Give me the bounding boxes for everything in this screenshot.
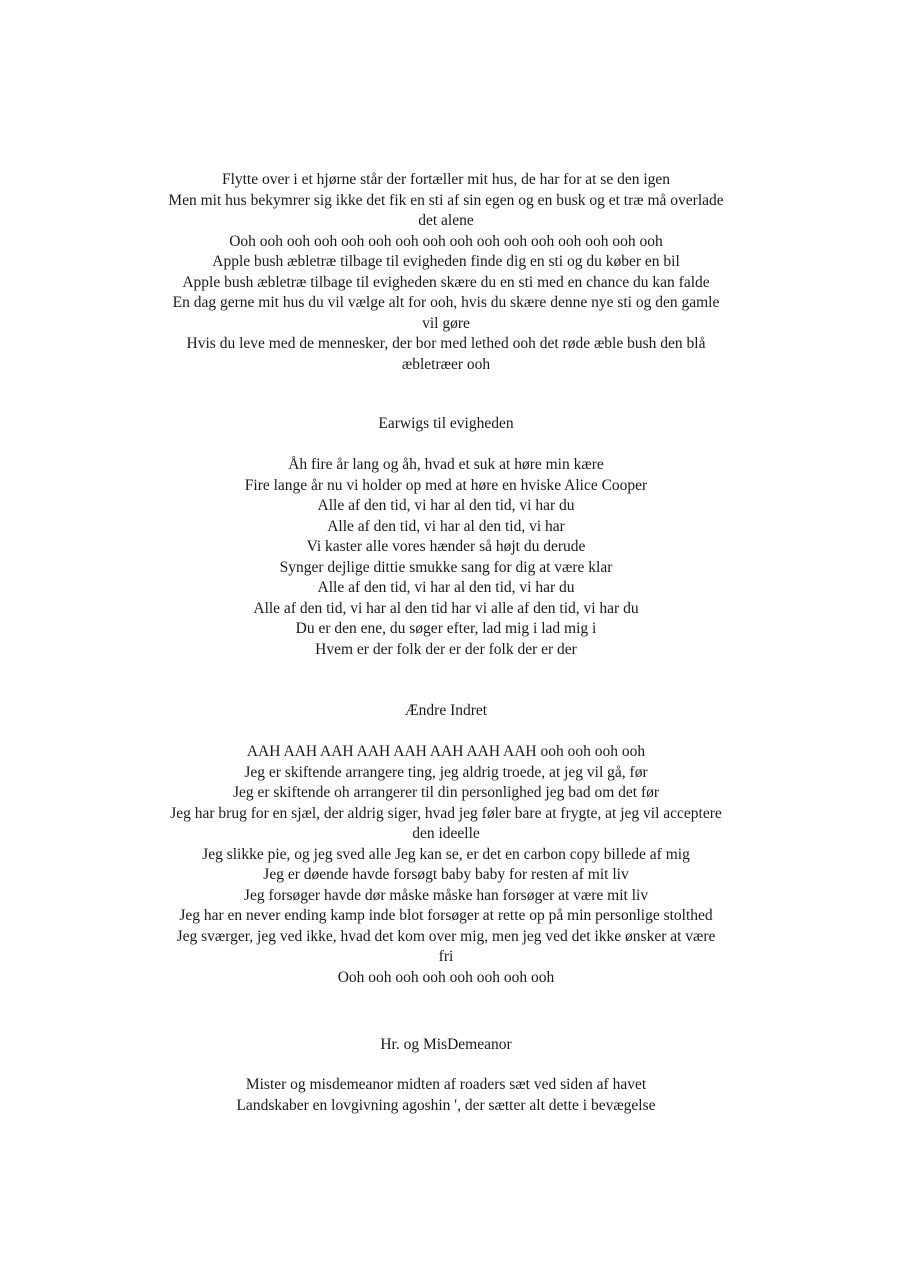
verse-line: Flytte over i et hjørne står der fortæller mit hus, de har for at se den igen xyxy=(221,171,671,188)
verse-line: vil gøre xyxy=(422,314,470,332)
verse-line: fri xyxy=(438,948,454,965)
verse-line: Vi kaster alle vores hænder så højt du derude xyxy=(306,538,586,555)
verse-line: Men mit hus bekymrer sig ikke det fik en sti af sin egen og en busk og et træ må overlade xyxy=(168,191,724,209)
verse-line: Alle af den tid, vi har al den tid, vi har du xyxy=(317,497,575,514)
verse-line: Ooh ooh ooh ooh ooh ooh ooh ooh ooh ooh ooh ooh ooh ooh ooh ooh xyxy=(229,232,663,250)
verse-line: Jeg sværger, jeg ved ikke, hvad det kom over mig, men jeg ved det ikke ønsker at være xyxy=(176,927,716,945)
verse-line: Jeg forsøger havde dør måske måske han forsøger at være mit liv xyxy=(243,886,649,904)
verse-line: Ooh ooh ooh ooh ooh ooh ooh ooh xyxy=(337,968,555,986)
mr-misdemeanor-lyrics xyxy=(120,1075,772,1116)
verse-line: Fire lange år nu vi holder op med at høre en hviske Alice Cooper xyxy=(244,476,648,494)
verse-line: Åh fire år lang og åh, hvad et suk at høre min kære xyxy=(288,456,604,473)
verse-line: den ideelle xyxy=(412,825,480,842)
verse-line: Landskaber en lovgivning agoshin ', der sætter alt dette i bevægelse xyxy=(236,1096,656,1114)
song-title-earwigs: Earwigs til evigheden xyxy=(378,415,514,432)
verse-line: Alle af den tid, vi har al den tid, vi har du xyxy=(317,579,575,596)
verse-line: det alene xyxy=(418,212,474,229)
verse-line: Jeg er døende havde forsøgt baby baby for resten af mit liv xyxy=(263,866,629,883)
verse-line: Jeg slikke pie, og jeg sved alle Jeg kan se, er det en carbon copy billede af mig xyxy=(202,845,690,863)
aendre-indret-lyrics xyxy=(120,742,772,988)
verse-line: Jeg er skiftende arrangere ting, jeg aldrig troede, at jeg vil gå, før xyxy=(244,763,648,781)
verse-line: Jeg er skiftende oh arrangerer til din personlighed jeg bad om det før xyxy=(232,784,660,801)
intro-verse xyxy=(120,170,772,375)
verse-line: Hvis du leve med de mennesker, der bor med lethed ooh det røde æble bush den blå xyxy=(186,335,706,352)
verse-line: Apple bush æbletræ tilbage til evigheden skære du en sti med en chance du kan falde xyxy=(182,273,710,291)
verse-line: Hvem er der folk der er der folk der er der xyxy=(315,640,577,658)
verse-line: Mister og misdemeanor midten af roaders sæt ved siden af havet xyxy=(245,1076,647,1093)
song-title-mr-misdemeanor: Hr. og MisDemeanor xyxy=(380,1036,512,1053)
verse-line: En dag gerne mit hus du vil vælge alt for ooh, hvis du skære denne nye sti og den gamle xyxy=(172,294,720,311)
verse-line: AAH AAH AAH AAH AAH AAH AAH AAH ooh ooh ooh ooh xyxy=(246,743,646,760)
verse-line: Alle af den tid, vi har al den tid har vi alle af den tid, vi har du xyxy=(253,599,639,617)
verse-line: Apple bush æbletræ tilbage til evigheden finde dig en sti og du køber en bil xyxy=(212,253,680,270)
verse-line: Jeg har brug for en sjæl, der aldrig siger, hvad jeg føler bare at frygte, at jeg vil acceptere xyxy=(170,804,722,822)
verse-line: Synger dejlige dittie smukke sang for dig at være klar xyxy=(279,558,613,576)
verse-line: Jeg har en never ending kamp inde blot forsøger at rette op på min personlige stolthed xyxy=(179,907,713,924)
verse-line: æbletræer ooh xyxy=(401,355,491,373)
verse-line: Alle af den tid, vi har al den tid, vi har xyxy=(327,517,565,535)
song-title-aendre-indret: Ændre Indret xyxy=(404,702,488,719)
earwigs-lyrics xyxy=(120,455,772,660)
verse-line: Du er den ene, du søger efter, lad mig i lad mig i xyxy=(295,620,597,637)
